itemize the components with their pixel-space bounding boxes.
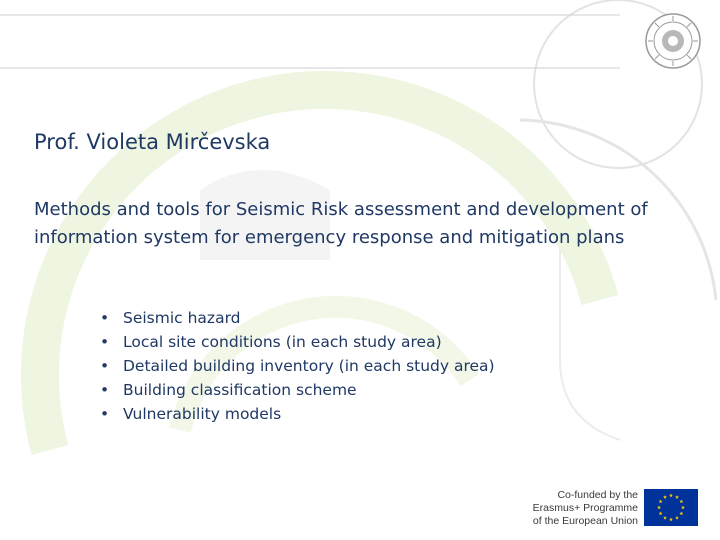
list-item-text: Seismic hazard	[123, 309, 241, 327]
cofunded-line: of the European Union	[532, 515, 638, 527]
cofunded-line: Co-funded by the	[557, 489, 638, 501]
bullet-glyph: •	[100, 309, 110, 327]
list-item	[100, 354, 495, 378]
list-item	[100, 378, 495, 402]
list-item	[100, 306, 495, 330]
bullet-glyph: •	[100, 333, 110, 351]
list-item	[100, 402, 495, 426]
topic-bullet-list	[100, 306, 495, 426]
list-item-text: Vulnerability models	[123, 405, 282, 423]
eu-flag-icon	[644, 489, 698, 526]
list-item-text: Detailed building inventory (in each study area)	[123, 357, 495, 375]
list-item-text: Local site conditions (in each study area)	[123, 333, 442, 351]
bullet-glyph: •	[100, 405, 110, 423]
bullet-glyph: •	[100, 381, 110, 399]
list-item	[100, 330, 495, 354]
header-divider	[0, 14, 620, 69]
cofunded-line: Erasmus+ Programme	[532, 502, 638, 514]
university-seal-icon	[644, 12, 702, 70]
list-item-text: Building classification scheme	[123, 381, 357, 399]
erasmus-cofunded-text	[530, 489, 638, 528]
talk-topic: Methods and tools for Seismic Risk assessment and development of information system for emergency response and mitigation plans	[34, 199, 648, 248]
speaker-name: Prof. Violeta Mirčevska	[34, 130, 271, 154]
bullet-glyph: •	[100, 357, 110, 375]
